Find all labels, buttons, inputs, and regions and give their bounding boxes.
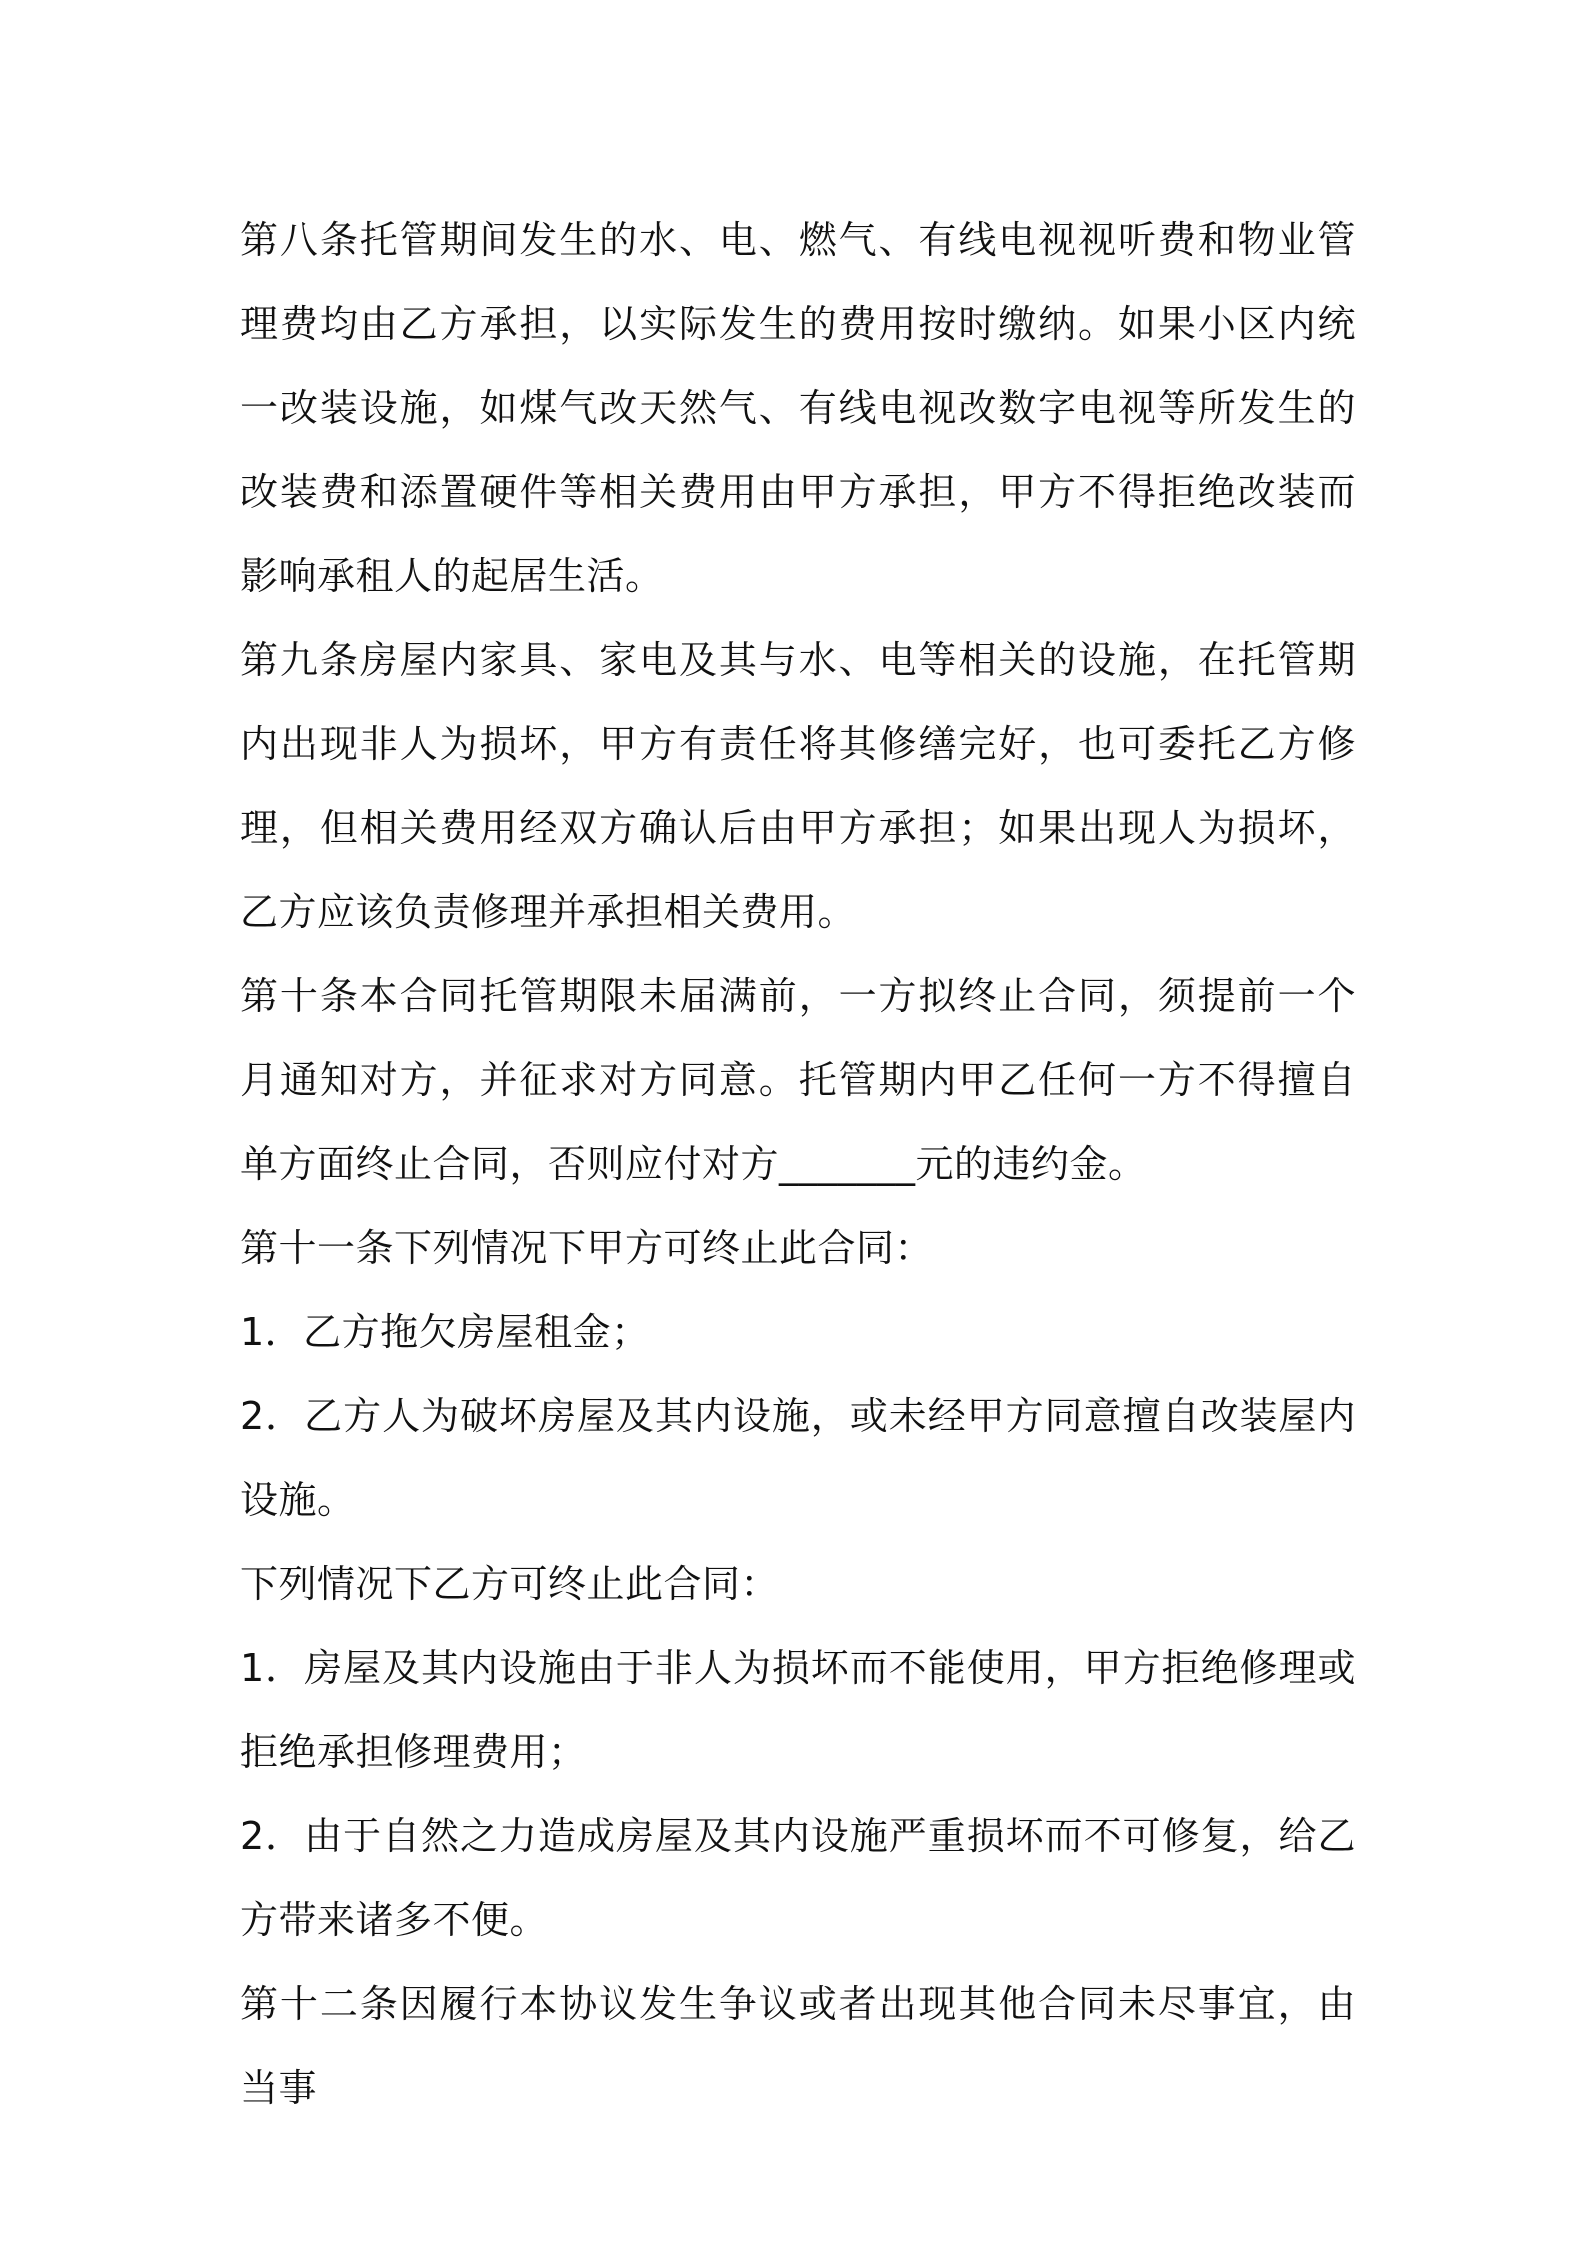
clause-11-heading: 第十一条下列情况下甲方可终止此合同： — [240, 1226, 934, 1270]
clause-9-paragraph: 第九条房屋内家具、家电及其与水、电等相关的设施，在托管期内出现非人为损坏，甲方有责任将其修缮完好，也可委托乙方修理，但相关费用经双方确认后由甲方承担；如果出现人为损坏，乙方应该负责修理并承担相关费用。 — [240, 638, 1356, 934]
clause-12-paragraph: 第十二条因履行本协议发生争议或者出现其他合同未尽事宜，由当事 — [240, 1982, 1356, 2110]
clause-10-paragraph: 第十条本合同托管期限未届满前，一方拟终止合同，须提前一个月通知对方，并征求对方同意。托管期内甲乙任何一方不得擅自单方面终止合同，否则应付对方_______元的违约金。 — [240, 974, 1356, 1186]
party-b-item-2: 2．由于自然之力造成房屋及其内设施严重损坏而不可修复，给乙方带来诸多不便。 — [240, 1814, 1356, 1942]
party-b-item-1: 1．房屋及其内设施由于非人为损坏而不能使用，甲方拒绝修理或拒绝承担修理费用； — [240, 1646, 1356, 1774]
clause-11-item-2: 2．乙方人为破坏房屋及其内设施，或未经甲方同意擅自改装屋内设施。 — [240, 1394, 1356, 1522]
party-b-termination-heading: 下列情况下乙方可终止此合同： — [240, 1562, 780, 1606]
clause-8-paragraph: 第八条托管期间发生的水、电、燃气、有线电视视听费和物业管理费均由乙方承担，以实际发生的费用按时缴纳。如果小区内统一改装设施，如煤气改天然气、有线电视改数字电视等所发生的改装费和添置硬件等相关费用由甲方承担，甲方不得拒绝改装而影响承租人的起居生活。 — [240, 218, 1356, 598]
clause-11-item-1: 1．乙方拖欠房屋租金； — [240, 1310, 650, 1354]
document-body — [240, 198, 1356, 2130]
